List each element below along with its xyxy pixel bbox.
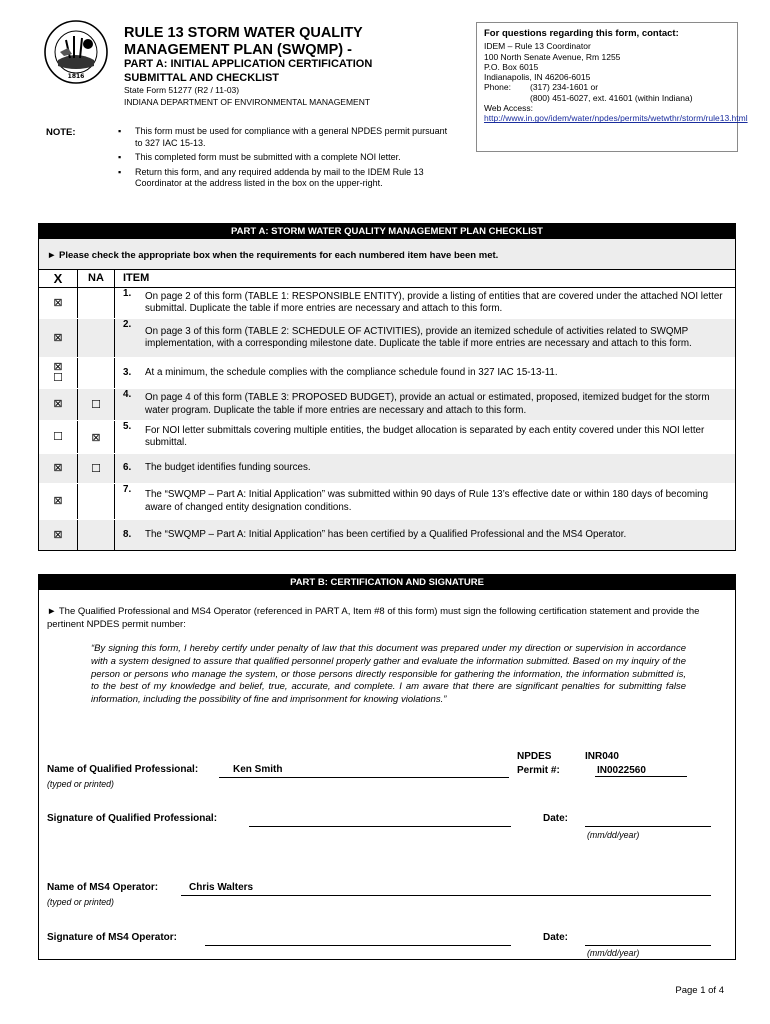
form-subtitle: PART A: INITIAL APPLICATION CERTIFICATION SUBMITTAL AND CHECKLIST [124,58,373,84]
checklist-header [39,270,735,288]
note-label: NOTE: [46,127,76,138]
item-number: 3. [123,366,132,378]
checklist-row [39,484,735,520]
contact-web-link[interactable]: http://www.in.gov/idem/water/npdes/permits/wetwthr/storm/rule13.html [484,113,748,124]
item-number: 2. [123,319,132,330]
npdes-permit-line [595,776,687,777]
x-checkbox[interactable]: ⊠ [53,361,63,373]
seal-year: 1816 [67,73,85,80]
part-a-instruction: ► Please check the appropriate box when the requirements for each numbered item have been met. [39,239,735,270]
checklist-row [39,454,735,484]
ms4-signature-label: Signature of MS4 Operator: [47,932,178,943]
item-text: The “SWQMP – Part A: Initial Application” was submitted within 90 days of Rule 13’s effective date or within 180 days of becoming aware of changed entity designation conditions. [145,489,709,513]
x-checkbox[interactable]: ⊠ [53,462,63,474]
na-checkbox[interactable]: ☐ [91,399,101,411]
certification-statement: “By signing this form, I hereby certify under penalty of law that this document was prepared under my direction or supervision in accordance with a system designed to assure that qualified personnel properly gather and evaluate the information submitted. Based on my inquiry of the person or persons who manage the system, or those persons directly responsible for gathering the information, the information submitted is, to the best of my knowledge and belief, true, accurate, and complete. I am aware that there are significant penalties for submitting false information, including the possibility of fine and imprisonment for knowing violations.” [91,643,686,706]
qp-signature-label: Signature of Qualified Professional: [47,813,218,824]
item-text: For NOI letter submittals covering multiple entities, the budget allocation is separated by each entity covered under this NOI letter submittal. [145,424,705,448]
note-item: ▪ Return this form, and any required addenda by mail to the IDEM Rule 13 Coordinator at the address listed in the box on the upper-right. [118,167,453,190]
contact-line: Indianapolis, IN 46206-6015 [484,72,591,83]
item-text: The “SWQMP – Part A: Initial Application” has been certified by a Qualified Professional and the MS4 Operator. [145,528,627,540]
checklist-row [39,358,735,389]
ms4-name-field[interactable]: Chris Walters [189,882,254,893]
npdes-permit-field[interactable]: INR040 IN0022560 [585,751,646,776]
contact-line: P.O. Box 6015 [484,61,539,72]
state-form-number: State Form 51277 (R2 / 11-03) [124,85,240,95]
qp-date-hint: (mm/dd/year) [587,830,640,840]
ms4-name-label: Name of MS4 Operator: [47,882,159,893]
contact-phone: Phone: (317) 234-1601 or [484,82,599,93]
x-checkbox[interactable]: ☐ [53,430,63,443]
na-checkbox[interactable]: ☐ [91,463,101,475]
ms4-signature-field[interactable] [205,945,511,946]
x-checkbox[interactable]: ⊠ [53,398,63,410]
form-meta [124,84,370,108]
part-b-certification [38,574,736,960]
x-checkbox[interactable]: ⊠ [53,528,63,541]
x-checkbox[interactable]: ⊠ [53,331,63,344]
x-checkbox-alt[interactable]: ☐ [53,372,63,384]
qp-name-label: Name of Qualified Professional: [47,764,199,775]
checklist-row [39,421,735,454]
contact-heading: For questions regarding this form, contact: [484,28,679,39]
part-b-intro: ► The Qualified Professional and MS4 Operator (referenced in PART A, Item #8 of this form) must sign the following certification statement and provide the pertinent NPDES permit number: [47,606,700,630]
column-na: NA [78,270,115,287]
qp-signature-field[interactable] [249,826,511,827]
page-number: Page 1 of 4 [675,985,724,996]
item-number: 4. [123,389,132,400]
ms4-name-line [181,895,711,896]
item-number: 7. [123,484,132,495]
qp-name-line [219,777,509,778]
na-checkbox[interactable]: ⊠ [91,431,101,444]
part-a-title: PART A: STORM WATER QUALITY MANAGEMENT PLAN CHECKLIST [39,224,735,239]
item-number: 5. [123,421,132,432]
npdes-label: NPDES Permit #: [517,751,560,776]
item-text: On page 2 of this form (TABLE 1: RESPONSIBLE ENTITY), provide a listing of entities that are covered under the attached NOI letter submittal. Duplicate the table if more entries are necessary and attach to this form. [145,290,723,314]
qp-name-hint: (typed or printed) [47,779,114,789]
ms4-date-field[interactable] [585,945,711,946]
qp-name-field[interactable]: Ken Smith [233,764,283,775]
column-item: ITEM [123,272,150,284]
ms4-date-label: Date: [543,932,569,943]
contact-phone-2: (800) 451-6027, ext. 41601 (within Indiana) [530,92,693,103]
part-a-checklist [38,223,736,551]
ms4-date-hint: (mm/dd/year) [587,948,640,958]
contact-line: IDEM – Rule 13 Coordinator [484,41,591,52]
item-number: 6. [123,462,132,474]
qp-date-field[interactable] [585,826,711,827]
item-text: The budget identifies funding sources. [145,462,311,474]
item-text: On page 4 of this form (TABLE 3: PROPOSED BUDGET), provide an actual or estimated, proposed, itemized budget for the storm water program. Duplicate the table if more entries are necessary and attach to this form. [145,392,710,416]
item-number: 8. [123,528,132,540]
qp-date-label: Date: [543,813,569,824]
item-text: On page 3 of this form (TABLE 2: SCHEDULE OF ACTIVITIES), provide an itemized schedule of activities related to SWQMP implementation, with a corresponding milestone date. Duplicate the table if more entries are necessary and attach to this form. [145,325,692,349]
checklist-row [39,389,735,421]
note-list [118,126,453,193]
item-number: 1. [123,288,132,299]
part-b-title: PART B: CERTIFICATION AND SIGNATURE [39,575,735,590]
column-x: X [39,270,78,287]
note-item: ▪ This completed form must be submitted with a complete NOI letter. [118,152,453,164]
form-title: RULE 13 STORM WATER QUALITY MANAGEMENT PLAN (SWQMP) - [124,25,363,58]
x-checkbox[interactable]: ⊠ [53,296,63,309]
item-text: At a minimum, the schedule complies with the compliance schedule found in 327 IAC 15-13-11. [145,366,558,378]
ms4-name-hint: (typed or printed) [47,897,114,907]
x-checkbox[interactable]: ⊠ [53,495,63,507]
checklist-row [39,520,735,550]
contact-web-label: Web Access: [484,103,533,114]
checklist-row [39,319,735,358]
contact-box [476,22,748,152]
note-item: ▪ This form must be used for compliance with a general NPDES permit pursuant to 327 IAC 15-13. [118,126,453,149]
checklist-row [39,288,735,319]
contact-line: 100 North Senate Avenue, Rm 1255 [484,51,621,62]
indiana-state-seal [44,20,108,84]
department-name: INDIANA DEPARTMENT OF ENVIRONMENTAL MANAGEMENT [124,97,371,107]
